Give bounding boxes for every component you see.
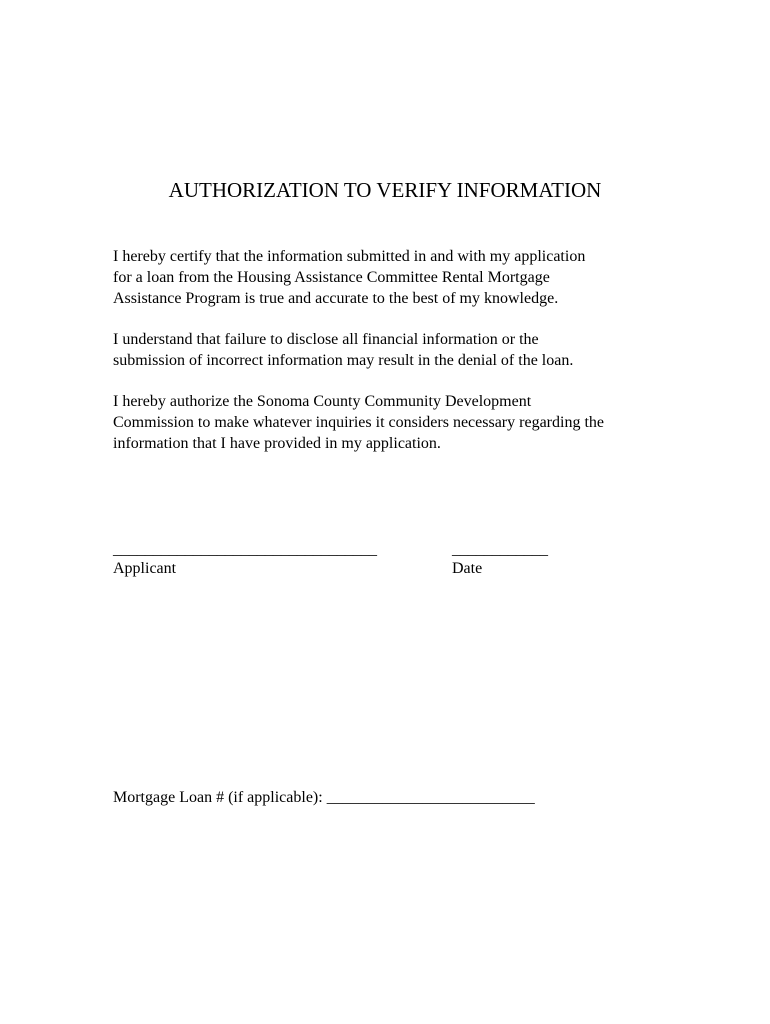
date-label: Date	[452, 560, 483, 577]
applicant-signature-field[interactable]: _________________________________	[113, 541, 377, 558]
paragraph-line: submission of incorrect information may result in the denial of the loan.	[113, 352, 574, 369]
applicant-label: Applicant	[113, 560, 177, 577]
certification-paragraph	[113, 246, 673, 309]
date-field[interactable]: ____________	[452, 541, 548, 558]
paragraph-line: Commission to make whatever inquiries it considers necessary regarding the	[113, 414, 604, 431]
mortgage-loan-field[interactable]: __________________________	[326, 789, 535, 806]
disclosure-paragraph	[113, 329, 673, 371]
mortgage-loan-label: Mortgage Loan # (if applicable):	[113, 789, 327, 806]
paragraph-line: information that I have provided in my application.	[113, 435, 441, 452]
authorization-paragraph	[113, 391, 673, 454]
paragraph-line: I hereby certify that the information submitted in and with my application	[113, 248, 586, 265]
document-title: AUTHORIZATION TO VERIFY INFORMATION	[168, 178, 602, 202]
paragraph-line: I understand that failure to disclose all financial information or the	[113, 331, 539, 348]
paragraph-line: Assistance Program is true and accurate to the best of my knowledge.	[113, 290, 559, 307]
paragraph-line: I hereby authorize the Sonoma County Community Development	[113, 393, 532, 410]
paragraph-line: for a loan from the Housing Assistance Committee Rental Mortgage	[113, 269, 550, 286]
mortgage-loan-row	[113, 787, 535, 808]
